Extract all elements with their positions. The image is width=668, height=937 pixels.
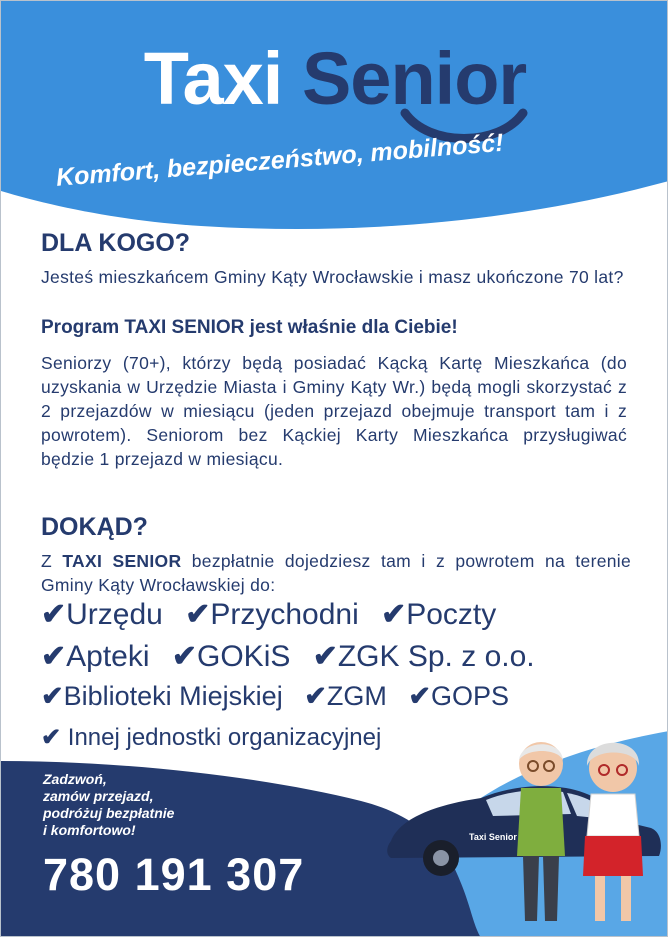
where-intro xyxy=(41,549,631,597)
call-line: zamów przejazd, xyxy=(43,788,154,804)
who-intro: Jesteś mieszkańcem Gminy Kąty Wrocławskie i masz ukończone 70 lat? xyxy=(41,267,624,287)
tagline: Komfort, bezpieczeństwo, mobilność! xyxy=(55,128,505,192)
call-to-action xyxy=(43,771,174,839)
check-icon: ✔ xyxy=(312,640,338,673)
destination-row-4 xyxy=(41,723,395,752)
page-title xyxy=(1,39,668,119)
destination-item: ✔Apteki xyxy=(41,640,150,673)
check-icon: ✔ xyxy=(41,598,67,631)
call-line: Zadzwoń, xyxy=(43,771,107,787)
destination-item: ✔Poczty xyxy=(381,598,497,631)
program-highlight: Program TAXI SENIOR jest właśnie dla Ciebie! xyxy=(41,317,458,338)
check-icon: ✔ xyxy=(171,640,198,673)
check-icon: ✔ xyxy=(381,598,407,631)
destination-item: ✔ZGK Sp. z o.o. xyxy=(312,640,535,673)
destination-row-2 xyxy=(41,639,549,674)
title-senior: Senior xyxy=(301,37,527,120)
destination-item: ✔Przychodni xyxy=(185,598,359,631)
who-body: Seniorzy (70+), którzy będą posiadać Kącką Kartę Mieszkańca (do uzyskania w Urzędzie Miasta i Gminy Kąty Wr.) będą mogli skorzystać z 2 przejazdów w miesiącu (jeden przejazd obejmuje transport tam i z powrotem). Seniorom bez Kąckiej Karty Mieszkańca przysługiwać będzie 1 przejazd w miesiącu. xyxy=(41,353,627,469)
check-icon: ✔ xyxy=(408,681,431,711)
call-line: i komfortowo! xyxy=(43,822,136,838)
destination-row-3 xyxy=(41,681,523,712)
section-heading-where: DOKĄD? xyxy=(41,513,148,541)
destination-item: ✔ZGM xyxy=(304,681,387,711)
car-logo: Taxi Senior xyxy=(469,832,517,842)
call-line: podróżuj bezpłatnie xyxy=(43,805,175,821)
senior-man-icon xyxy=(517,742,565,921)
section-heading-who: DLA KOGO? xyxy=(41,229,191,257)
where-intro-prefix: Z xyxy=(41,551,63,571)
destination-item: ✔GOPS xyxy=(408,681,510,711)
where-intro-rest: bezpłatnie dojedziesz tam i z powrotem na terenie Gminy Kąty Wrocławskiej do: xyxy=(41,551,631,595)
destination-item: ✔Urzędu xyxy=(41,598,163,631)
destination-item: ✔ Innej jednostki organizacyjnej xyxy=(41,724,382,751)
check-icon: ✔ xyxy=(304,681,327,711)
destination-row-1 xyxy=(41,597,510,632)
destination-item: ✔Biblioteki Miejskiej xyxy=(41,681,283,711)
destination-item: ✔GOKiS xyxy=(171,640,291,673)
senior-woman-icon xyxy=(583,743,643,921)
check-icon: ✔ xyxy=(185,598,211,631)
check-icon: ✔ xyxy=(41,640,67,673)
title-taxi: Taxi xyxy=(143,37,283,120)
phone-number[interactable]: 780 191 307 xyxy=(43,849,305,900)
check-icon: ✔ xyxy=(41,681,64,711)
where-intro-brand: TAXI SENIOR xyxy=(62,551,182,571)
taxi-seniors-illustration xyxy=(381,726,666,931)
check-icon: ✔ xyxy=(41,724,62,751)
